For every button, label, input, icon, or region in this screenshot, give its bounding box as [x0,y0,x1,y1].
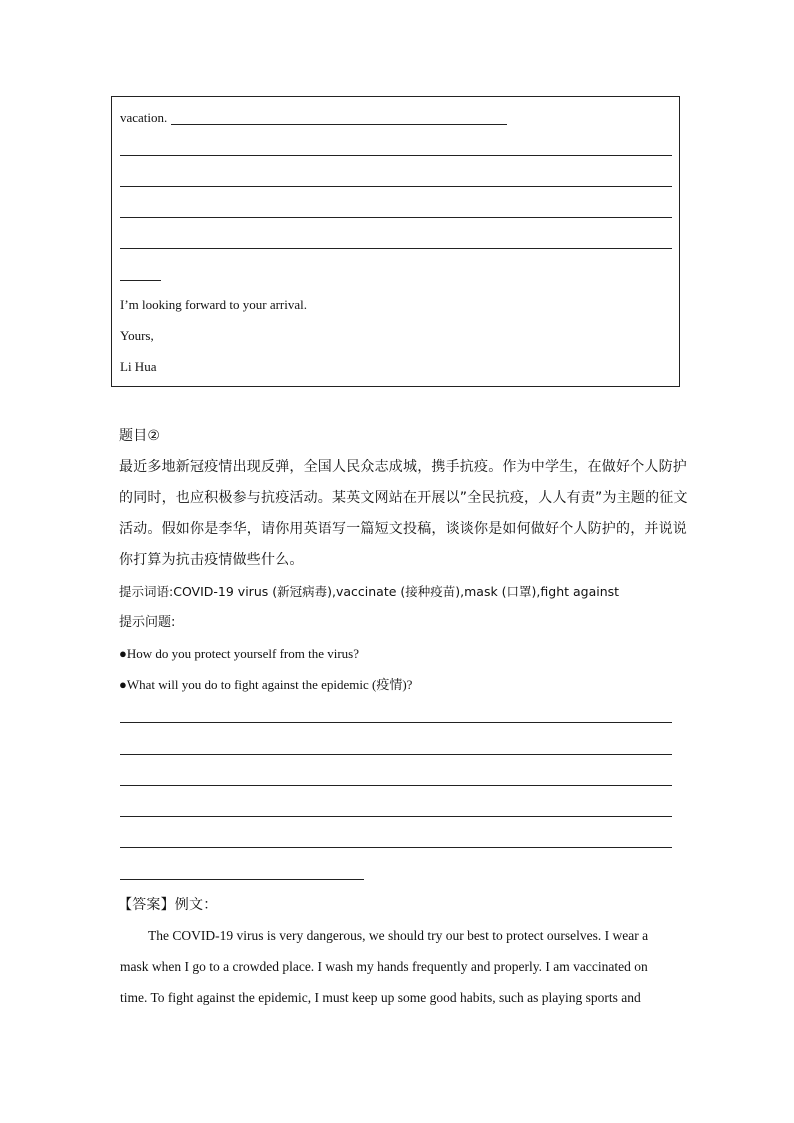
answer-label: 【答案】例文： [118,897,218,913]
letter-closing-line: I’m looking forward to your arrival. [120,297,308,312]
writing-blank-line[interactable] [120,816,672,817]
question-title: 题目② [119,428,161,444]
letter-sign-off: Yours, [120,328,154,343]
answer-blank-line[interactable] [120,155,672,156]
answer-text-line: time. To fight against the epidemic, I must keep up some good habits, such as playing sports and [120,990,641,1005]
answer-blank-line[interactable] [120,248,672,249]
question-prompt-line: 最近多地新冠疫情出现反弹，全国人民众志成城，携手抗疫。作为中学生，在做好个人防护 [119,459,687,475]
writing-blank-line[interactable] [120,879,364,880]
hint-questions-label: 提示问题: [119,615,176,630]
letter-box [111,96,680,387]
writing-blank-line[interactable] [120,785,672,786]
answer-blank-line[interactable] [120,280,161,281]
answer-text-line: mask when I go to a crowded place. I wash my hands frequently and properly. I am vaccinated on [120,959,648,974]
letter-vacation-text: vacation. [120,110,168,125]
hint-words: 提示词语:COVID-19 virus (新冠病毒),vaccinate (接种疫苗),mask (口罩),fight against [119,584,620,599]
hint-bullet-2: ●What will you do to fight against the epidemic (疫情)? [119,677,413,692]
answer-blank-line[interactable] [120,217,672,218]
answer-text-line: The COVID-19 virus is very dangerous, we should try our best to protect ourselves. I wear a [148,928,649,943]
answer-blank-line[interactable] [120,186,672,187]
writing-blank-line[interactable] [120,847,672,848]
hint-bullet-1: ●How do you protect yourself from the virus? [119,646,359,661]
writing-blank-line[interactable] [120,722,672,723]
letter-signature-name: Li Hua [120,359,157,374]
question-prompt-line: 你打算为抗击疫情做些什么。 [119,552,304,568]
question-prompt-line: 活动。假如你是李华，请你用英语写一篇短文投稿，谈谈你是如何做好个人防护的，并说说 [119,521,687,537]
answer-blank-line[interactable] [171,124,507,125]
question-prompt-line: 的同时，也应积极参与抗疫活动。某英文网站在开展以”全民抗疫，人人有责”为主题的征文 [119,490,688,506]
writing-blank-line[interactable] [120,754,672,755]
